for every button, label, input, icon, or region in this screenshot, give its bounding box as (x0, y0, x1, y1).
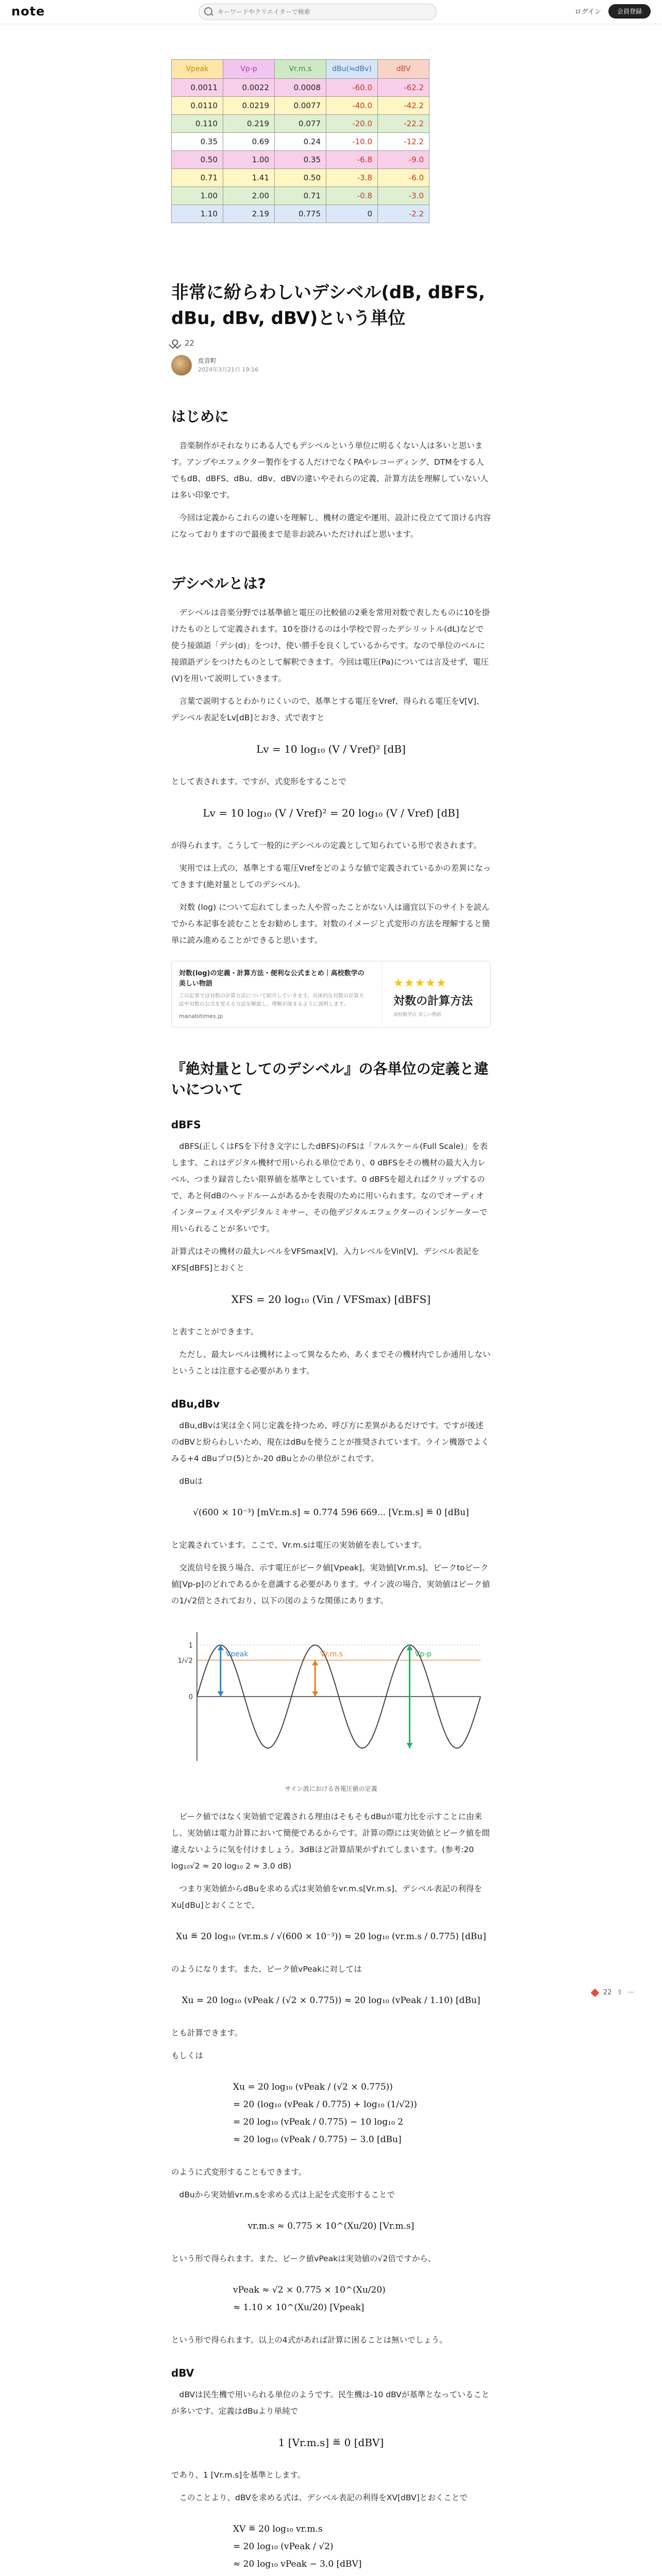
equation-line: vPeak ≈ √2 × 0.775 × 10^(Xu/20) (233, 2285, 386, 2295)
table-cell: -42.2 (378, 97, 429, 115)
table-cell: -40.0 (326, 97, 378, 115)
more-icon[interactable]: ⋯ (627, 1989, 635, 1996)
link-card-description: この記事では対数の計算方法について紹介していきます。具体的な対数の計算方法や対数の公式を覚える方法を解説し、理解が深まるように説明します。 (179, 993, 364, 1007)
table-cell: 1.10 (172, 205, 223, 223)
thumbnail-subtitle: 高校数学の 美しい物語 (393, 1012, 441, 1018)
arrowhead-2 (407, 1743, 413, 1748)
level-label: Vr.m.s (320, 1650, 343, 1658)
table-cell: 0.0219 (223, 97, 275, 115)
voltage-table-header (172, 60, 429, 79)
voltage-table-row (172, 115, 429, 133)
paragraph: dBFS(正しくはFSを下付き文字にしたdBFS)のFSは「フルスケール(Full Scale)」を表します。これはデジタル機材で用いられる単位であり、0 dBFSをその機材の最大入力レベル、つまり録音したい限界値を基準としています。0 dBFSを超えればクリップするので、あと何dBのヘッドルームがあるかを表現のために用いられます。なのでオーディオインターフェイスやデジタルミキサー、その他デジタルエフェクターのインジケーターで用いられることが多いです。 (171, 1142, 488, 1233)
paragraph: であり、1 [Vr.m.s]を基準とします。 (171, 2470, 306, 2480)
thumbnail-title: 対数の計算方法 (393, 995, 473, 1008)
th-dbu: dBu(≒dBv) (326, 60, 378, 79)
equation: √(600 × 10⁻³) [mVr.m.s] ≈ 0.774 596 669... [Vr.m.s] ≝ 0 [dBu] (193, 1507, 469, 1518)
paragraph: ピーク値ではなく実効値で定義される理由はそもそもdBuが電力比を示すことに由来し、実効値は電力計算において簡便であるからです。計算の際には実効値とピーク値を間違えないように気を付けましょう。3dBほど計算結果がずれてしまいます。(参考:20 log₁₀√2 ≈ 20 log₁₀ 2 ≈ 3.0 dB) (171, 1812, 490, 1871)
table-cell: 0.71 (275, 187, 326, 205)
paragraph: 言葉で説明するとわかりにくいので、基準とする電圧をVref、得られる電圧をV[V]、デシベル表記をLv[dB]とおき、式で表すと (171, 697, 485, 722)
like-row (171, 338, 491, 348)
table-cell: 0.0022 (223, 79, 275, 97)
table-cell: 0.110 (172, 115, 223, 133)
paragraph: 実用では上式の、基準とする電圧Vrefをどのような値で定義されているかの差異になってきます(絶対量としてのデシベル)。 (171, 863, 491, 889)
equation: vr.m.s ≈ 0.775 × 10^(Xu/20) [Vr.m.s] (247, 2221, 415, 2231)
table-cell: 2.19 (223, 205, 275, 223)
link-card-title: 対数(log)の定義・計算方法・便利な公式まとめ｜高校数学の美しい物語 (179, 970, 365, 988)
level-label: Vp-p (415, 1650, 432, 1658)
floating-actions (592, 1989, 634, 1996)
section-heading-units: 『絶対量としてのデシベル』の各単位の定義と違いについて (171, 1060, 489, 1098)
equation-block (171, 2520, 491, 2573)
paragraph: として表されます。ですが、式変形をすることで (171, 777, 346, 786)
table-cell: 0.50 (275, 169, 326, 187)
table-cell: 0.50 (172, 151, 223, 169)
table-cell: -10.0 (326, 133, 378, 151)
sine-wave-chart (171, 1624, 491, 1781)
table-cell: 0 (326, 205, 378, 223)
voltage-table-row (172, 205, 429, 223)
table-cell: 0.71 (172, 169, 223, 187)
table-cell: -9.0 (378, 151, 429, 169)
table-cell: 1.00 (172, 187, 223, 205)
arrowhead-0 (218, 1691, 224, 1697)
subheading-dbfs: dBFS (171, 1118, 201, 1131)
search-input[interactable] (217, 6, 425, 18)
paragraph: 交流信号を扱う場合、示す電圧がピーク値[Vpeak]、実効値[Vr.m.s]、ピークtoピーク値[Vp-p]のどれであるかを意識する必要があります。サイン波の場合、実効値はピーク値の1/√2倍とされており、以下の図のような関係にあります。 (171, 1563, 490, 1605)
signup-button[interactable]: 会員登録 (608, 4, 651, 19)
equation-line: ≈ 20 log₁₀ vPeak − 3.0 [dBV] (233, 2559, 362, 2569)
table-cell: 0.24 (275, 133, 326, 151)
y-tick-label: 1/√2 (177, 1657, 193, 1665)
paragraph: 今回は定義からこれらの違いを理解し、機材の選定や運用、設計に役立てて頂ける内容になっておりますので最後まで是非お読みいただければと思います。 (171, 513, 491, 539)
share-icon[interactable]: ⇪ (617, 1989, 623, 1996)
equation-block (171, 2281, 491, 2316)
equation-block (171, 2078, 491, 2148)
link-card[interactable] (171, 961, 491, 1028)
table-cell: -3.8 (326, 169, 378, 187)
arrowhead-top-1 (312, 1660, 318, 1665)
author-meta (198, 356, 258, 375)
search-icon (204, 7, 212, 15)
paragraph: のように式変形することもできます。 (171, 2167, 307, 2177)
subheading-dbv: dBV (171, 2367, 194, 2379)
paragraph: という形で得られます。以上の4式があれば計算に困ることは無いでしょう。 (171, 2335, 448, 2345)
article-body (171, 59, 491, 2576)
table-cell: -12.2 (378, 133, 429, 151)
author-name[interactable]: 皮音町 (198, 357, 217, 364)
table-cell: 0.0110 (172, 97, 223, 115)
voltage-table-row (172, 79, 429, 97)
equation-line: Xu = 20 log₁₀ (vPeak / (√2 × 0.775)) (233, 2082, 393, 2092)
paragraph: このことより、dBVを求める式は、デシベル表記の利得をXV[dBV]とおくことで (179, 2493, 468, 2502)
table-cell: 0.69 (223, 133, 275, 151)
table-cell: -2.2 (378, 205, 429, 223)
paragraph: ただし、最大レベルは機材によって異なるため、あくまでその機材内でしか通用しないということは注意する必要があります。 (171, 1350, 491, 1376)
equation: 1 [Vr.m.s] ≝ 0 [dBV] (278, 2436, 384, 2449)
table-cell: -6.0 (378, 169, 429, 187)
sine-wave-svg (171, 1624, 491, 1779)
article-title: 非常に紛らわしいデシベル(dB, dBFS, dBu, dBv, dBV)という単位 (171, 282, 485, 329)
paragraph: と表すことができます。 (171, 1327, 259, 1336)
paragraph: dBu,dBvは実は全く同じ定義を持つため、呼び方に差異があるだけです。ですが後述のdBVと紛らわしいため、現在はdBuを使うことが推奨されています。ライン機器でよくみる+4 dBuプロ(5)とか-20 dBuとかの単位がこれです。 (171, 1421, 489, 1463)
like-count: 22 (185, 338, 195, 348)
avatar[interactable] (171, 355, 192, 376)
equation: XFS = 20 log₁₀ (Vin / VFSmax) [dBFS] (231, 1293, 431, 1306)
equation: Lv = 10 log₁₀ (V / Vref)² [dB] (256, 743, 406, 755)
float-like-count: 22 (603, 1989, 612, 1996)
paragraph: 計算式はその機材の最大レベルをVFSmax[V]、入力レベルをVin[V]、デシベル表記をXFS[dBFS]とおくと (171, 1247, 479, 1273)
equation-line: = 20 log₁₀ (vPeak / √2) (233, 2541, 334, 2552)
equation: Lv = 10 log₁₀ (V / Vref)² = 20 log₁₀ (V / Vref) [dB] (203, 807, 459, 819)
y-tick-label: 0 (188, 1693, 193, 1701)
voltage-table-row (172, 187, 429, 205)
table-cell: -3.0 (378, 187, 429, 205)
table-cell: 1.00 (223, 151, 275, 169)
voltage-table-row (172, 97, 429, 115)
paragraph: 対数 (log) について忘れてしまった人や習ったことがない人は適宜以下のサイトを読んでから本記事を読むことをお勧めします。対数のイメージと式変形の方法を理解すると簡単に読み進めることができると思います。 (171, 903, 490, 945)
th-vpeak: Vpeak (172, 60, 223, 79)
table-cell: 0.0008 (275, 79, 326, 97)
table-cell: 2.00 (223, 187, 275, 205)
paragraph: つまり実効値からdBuを求める式は実効値をvr.m.s[Vr.m.s]、デシベル表記の利得をXu[dBu]とおくことで、 (171, 1884, 482, 1910)
th-vpp: Vp-p (223, 60, 275, 79)
paragraph: が得られます。こうして一般的にデシベルの定義として知られている形で表されます。 (171, 841, 482, 850)
y-tick-label: 1 (188, 1642, 193, 1650)
paragraph: とも計算できます。 (171, 2028, 243, 2038)
voltage-table-row (172, 169, 429, 187)
equation: Xu = 20 log₁₀ (vPeak / (√2 × 0.775)) ≈ 20 log₁₀ (vPeak / 1.10) [dBu] (181, 1995, 481, 2006)
level-label: Vpeak (225, 1650, 249, 1658)
th-dbv: dBV (378, 60, 429, 79)
equation-line: ≈ 1.10 × 10^(Xu/20) [Vpeak] (233, 2302, 365, 2313)
paragraph: デシベルは音楽分野では基準値と電圧の比較値の2乗を常用対数で表したものに10を掛けたものとして定義されます。10を掛けるのは小学校で習ったデシリットル(dL)などで使う接頭語「デシ(d)」をつけ、使い勝手を良くしているからです。なので単位のベルに接頭語デシをつけたものとして解釈できます。今回は電圧(Pa)については言及せず、電圧(V)を用いて説明していきます。 (171, 608, 490, 683)
paragraph: dBuは (179, 1477, 203, 1486)
table-cell: 0.35 (275, 151, 326, 169)
link-card-thumbnail (382, 961, 490, 1026)
table-cell: -60.0 (326, 79, 378, 97)
th-vrms: Vr.m.s (275, 60, 326, 79)
paragraph: と定義されています。ここで、Vr.m.sは電圧の実効値を表しています。 (171, 1540, 427, 1550)
table-cell: 1.41 (223, 169, 275, 187)
equation-line: = 20 (log₁₀ (vPeak / 0.775) + log₁₀ (1/√2)) (233, 2099, 417, 2110)
heart-icon[interactable] (171, 339, 180, 347)
search-box[interactable] (198, 4, 437, 20)
table-cell: -20.0 (326, 115, 378, 133)
equation-line: ≈ 20 log₁₀ (vPeak / 0.775) − 3.0 [dBu] (233, 2134, 402, 2145)
table-cell: -6.8 (326, 151, 378, 169)
subheading-dbu-dbv: dBu,dBv (171, 1398, 220, 1410)
note-logo[interactable]: note (11, 4, 45, 19)
table-cell: 0.35 (172, 133, 223, 151)
paragraph: のようになります。また、ピーク値vPeakに対しては (171, 1964, 362, 1974)
like-heart-icon[interactable] (591, 1988, 600, 1997)
voltage-table (171, 59, 429, 223)
post-date: 2024年3月21日 19:16 (198, 366, 259, 373)
table-cell: 0.0077 (275, 97, 326, 115)
voltage-table-row (172, 133, 429, 151)
equation-line: XV ≝ 20 log₁₀ vr.m.s (233, 2524, 323, 2534)
table-cell: 0.775 (275, 205, 326, 223)
section-heading-intro: はじめに (171, 408, 229, 425)
section-heading-what-is-db: デシベルとは? (171, 575, 266, 592)
table-cell: 0.0011 (172, 79, 223, 97)
equation: Xu ≝ 20 log₁₀ (vr.m.s / √(600 × 10⁻³)) ≈ 20 log₁₀ (vr.m.s / 0.775) [dBu] (176, 1931, 486, 1942)
table-cell: -62.2 (378, 79, 429, 97)
paragraph: という形で得られます。また、ピーク値vPeakは実効値の√2倍ですから、 (171, 2254, 436, 2263)
table-cell: -22.2 (378, 115, 429, 133)
thumbnail-stars: ★★★★★ (393, 977, 447, 990)
author-row (171, 355, 491, 376)
arrowhead-1 (312, 1691, 318, 1697)
paragraph: dBuから実効値vr.m.sを求める式は上記を式変形することで (179, 2190, 395, 2199)
table-cell: 0.219 (223, 115, 275, 133)
chart-caption: サイン波における各電圧値の定義 (285, 1785, 377, 1792)
table-cell: -0.8 (326, 187, 378, 205)
table-cell: 0.077 (275, 115, 326, 133)
login-link[interactable]: ログイン (574, 8, 601, 16)
link-card-url: manabitimes.jp (179, 1013, 223, 1020)
paragraph: 音楽制作がそれなりにある人でもデシベルという単位に明るくない人は多いと思います。アンプやエフェクター製作をする人だけでなくPAやレコーディング、DTMをする人でもdB、dBFS、dBu、dBv、dBVの違いやそれらの定義、計算方法を理解していない人は多い印象です。 (171, 441, 488, 500)
site-header (0, 0, 662, 24)
equation-line: = 20 log₁₀ (vPeak / 0.775) − 10 log₁₀ 2 (233, 2117, 404, 2127)
paragraph: もしくは (171, 2051, 204, 2060)
paragraph: dBVは民生機で用いられる単位のようです。民生機は-10 dBVが基準となっていることが多いです。定義はdBuより単純で (171, 2390, 490, 2416)
voltage-table-row (172, 151, 429, 169)
